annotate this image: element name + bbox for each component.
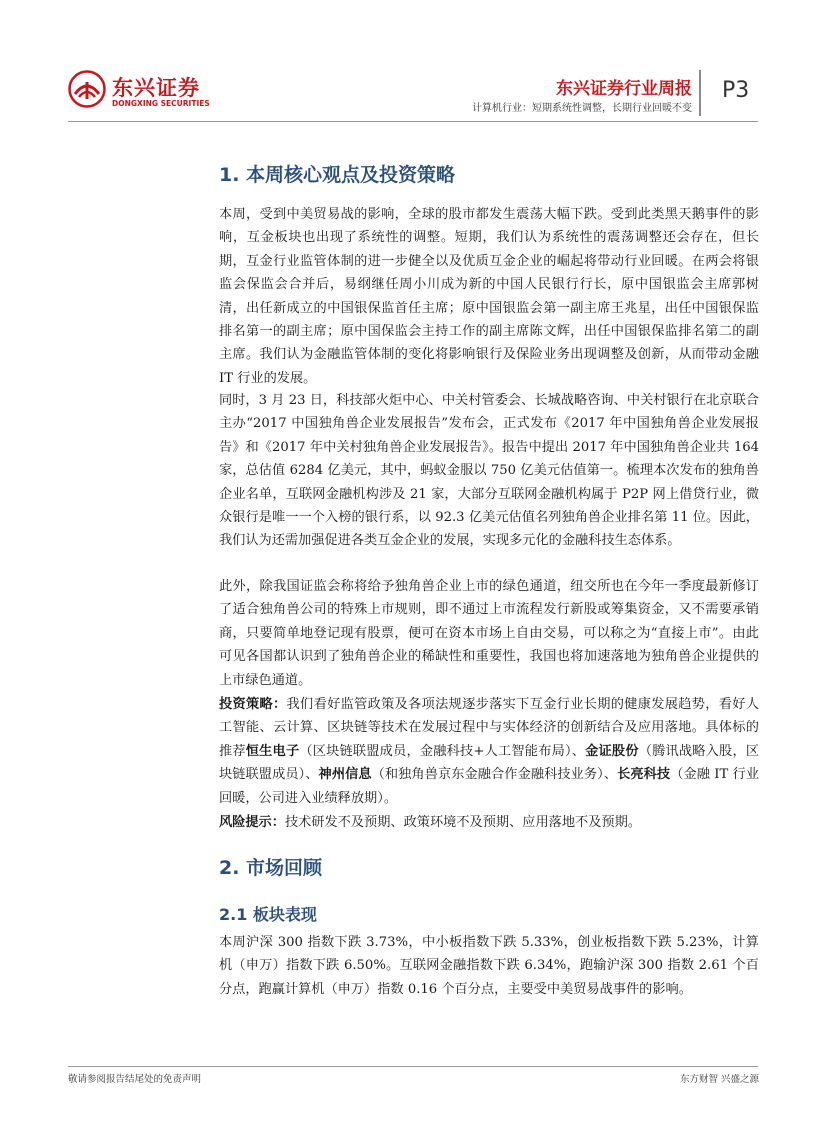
page-header <box>0 0 827 125</box>
strategy-text-4: （和独角兽京东金融合作金融科技业务）、 <box>371 767 618 783</box>
page-number: P3 <box>722 78 750 103</box>
logo-text-en: DONGXING SECURITIES <box>112 99 210 108</box>
header-rule <box>68 121 758 122</box>
section-2-1-heading: 2.1 板块表现 <box>219 905 317 924</box>
paragraph-2: 同时，3 月 23 日，科技部火炬中心、中关村管委会、长城战略咨询、中关村银行在北京联合主办“2017 中国独角兽企业发展报告”发布会，正式发布《2017 年中国独角兽企业发展报告》和《2017 年中关村独角兽企业发展报告》。报告中提出 2017 年中国独角兽企业共 164 家，总估值 6284 亿美元，其中，蚂蚁金服以 750 亿美元估值第一。梳理本次发布的独角兽企业名单，互联网金融机构涉及 21 家，大部分互联网金融机构属于 P2P 网上借贷行业，微众银行是唯一一个入榜的银行系，以 92.3 亿美元估值名列独角兽企业排名第 11 位。因此，我们认为还需加强促进各类互金企业的发展，实现多元化的金融科技生态体系。 <box>219 393 759 549</box>
paragraph-4: 本周沪深 300 指数下跌 3.73%，中小板指数下跌 5.33%，创业板指数下跌 5.23%，计算机（申万）指数下跌 6.50%。互联网金融指数下跌 6.34%，跑输沪深 300 指数 2.61 个百分点，跑赢计算机（申万）指数 0.16 个百分点，主要受中美贸易战事件的影响。 <box>219 935 759 997</box>
report-title: 东兴证券行业周报 <box>556 79 692 99</box>
investment-strategy <box>219 693 759 810</box>
strategy-text-5: （金融 IT 行业回暖，公司进入业绩释放期）。 <box>219 767 760 806</box>
footer-slogan: 东方财智 兴盛之源 <box>679 1074 759 1085</box>
strategy-text-1: 我们看好监管政策及各项法规逐步落实下互金行业长期的健康发展趋势，看好人工智能、云计算、区块链等技术在发展过程中与实体经济的创新结合及应用落地。具体标的推荐 <box>219 697 760 759</box>
company-logo <box>68 70 208 114</box>
report-subtitle: 计算机行业：短期系统性调整，长期行业回暖不变 <box>472 103 692 114</box>
section-2-heading: 2. 市场回顾 <box>219 857 323 879</box>
risk-label: 风险提示： <box>219 815 285 830</box>
paragraph-1: 本周，受到中美贸易战的影响，全球的股市都发生震荡大幅下跌。受到此类黑天鹅事件的影响，互金板块也出现了系统性的调整。短期，我们认为系统性的震荡调整还会存在，但长期，互金行业监管体制的进一步健全以及优质互金企业的崛起将带动行业回暖。在两会将银监会保监会合并后，易纲继任周小川成为新的中国人民银行行长，原中国银监会主席郭树清，出任新成立的中国银保监首任主席；原中国银监会第一副主席王兆星，出任中国银保监排名第一的副主席；原中国保监会主持工作的副主席陈文辉，出任中国银保监排名第二的副主席。我们认为金融监管体制的变化将影响银行及保险业务出现调整及创新，从而带动金融 IT 行业的发展。 <box>219 207 759 386</box>
risk-text: 技术研发不及预期、政策环境不及预期、应用落地不及预期。 <box>284 815 641 830</box>
section-1-heading: 1. 本周核心观点及投资策略 <box>219 164 456 186</box>
stock-sunline: 长亮科技 <box>617 767 671 783</box>
strategy-text-2: （区块链联盟成员，金融科技+人工智能布局）、 <box>299 743 586 759</box>
stock-kingdom: 金证股份 <box>585 743 639 759</box>
strategy-label: 投资策略： <box>219 697 287 712</box>
strategy-text-3: （腾讯战略入股，区块链联盟成员）、 <box>219 743 760 783</box>
dongxing-logo-icon <box>68 70 106 108</box>
stock-dcits: 神州信息 <box>318 767 372 783</box>
stock-hundsun: 恒生电子 <box>245 743 300 759</box>
header-divider <box>699 70 701 116</box>
footer-rule <box>68 1066 758 1067</box>
paragraph-3: 此外，除我国证监会称将给予独角兽企业上市的绿色通道，纽交所也在今年一季度最新修订了适合独角兽公司的特殊上市规则，即不通过上市流程发行新股或筹集资金，又不需要承销商，只要简单地登记现有股票，便可在资本市场上自由交易，可以称之为“直接上市”。由此可见各国都认识到了独角兽企业的稀缺性和重要性，我国也将加速落地为独角兽企业提供的上市绿色通道。 <box>219 579 759 688</box>
risk-warning <box>219 811 759 834</box>
logo-text-cn: 东兴证券 <box>112 76 200 100</box>
footer-disclaimer: 敬请参阅报告结尾处的免责声明 <box>68 1074 202 1085</box>
